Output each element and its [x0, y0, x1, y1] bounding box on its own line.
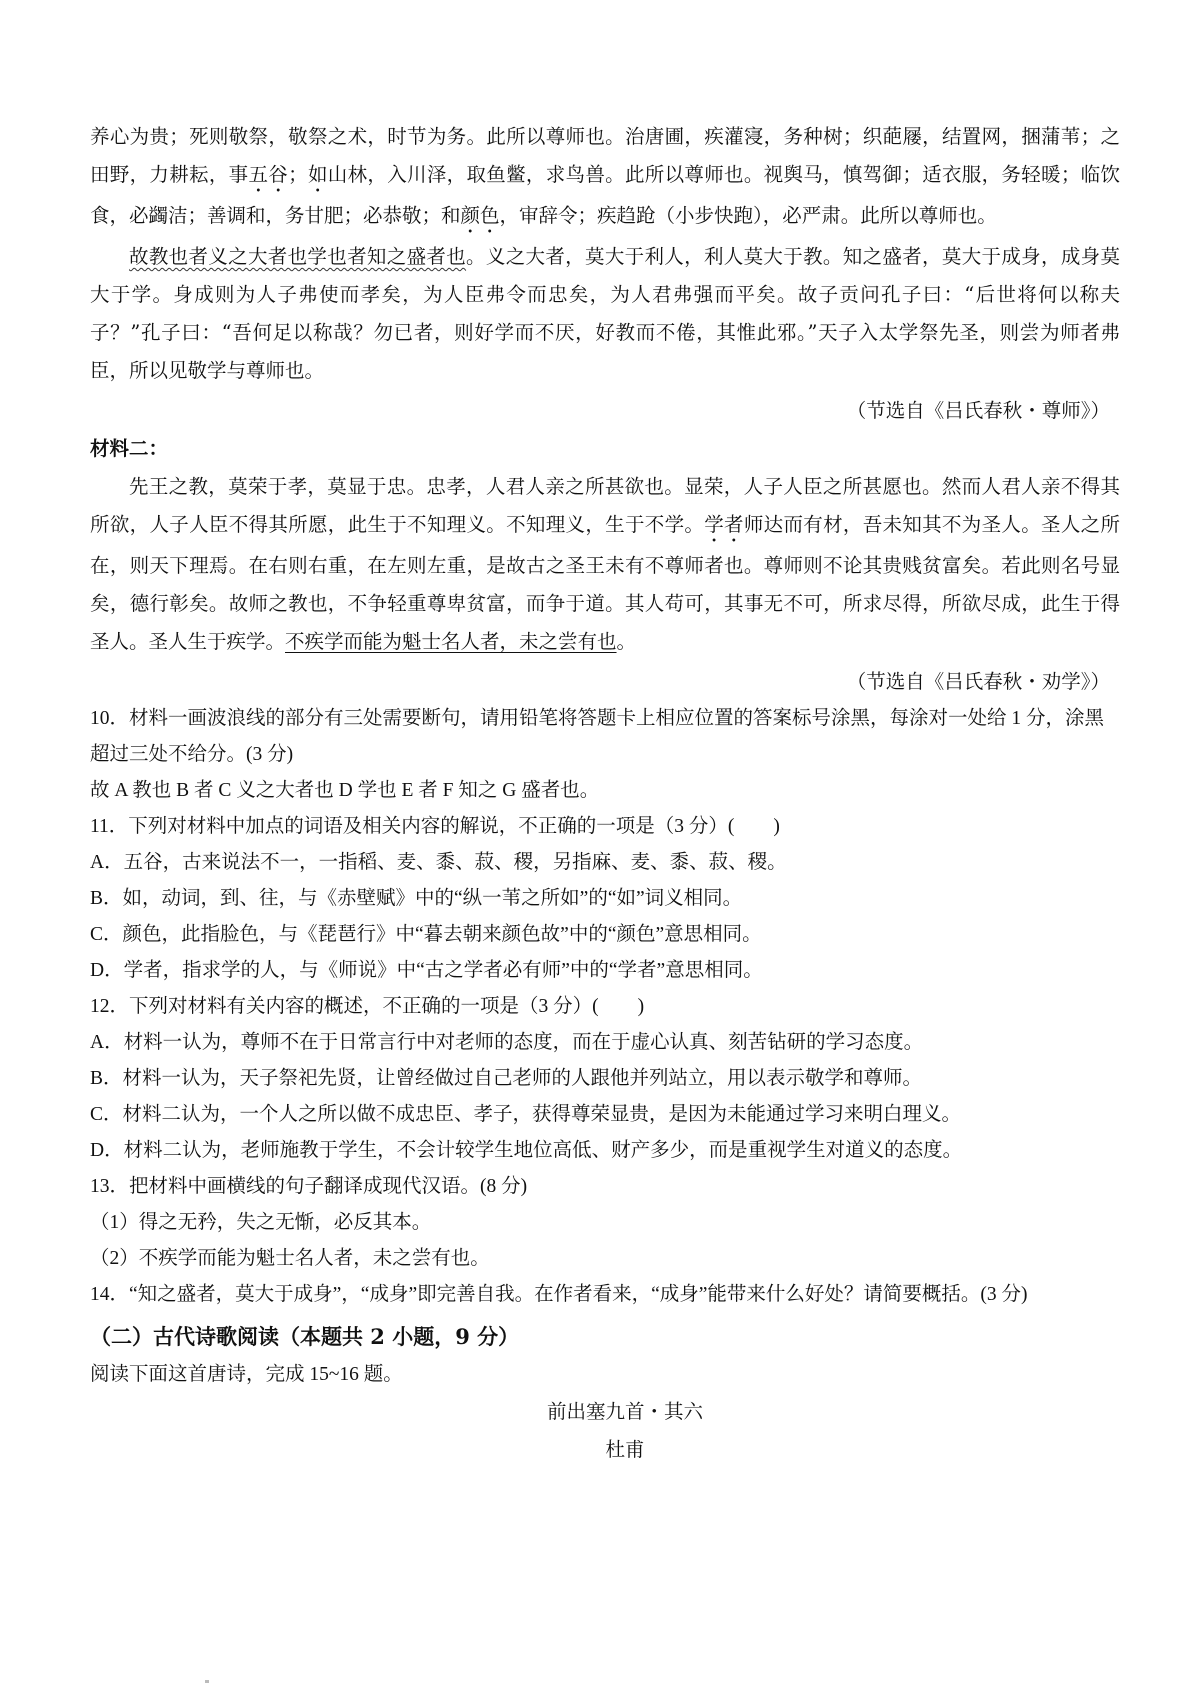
exam-page	[90, 118, 1120, 1469]
question-11-option-c: C．颜色，此指脸色，与《琵琶行》中“暮去朝来颜色故”中的“颜色”意思相同。	[90, 924, 762, 945]
dotted-word-ru: 如	[307, 163, 328, 186]
question-12-option-a: A．材料一认为，尊师不在于日常言行中对老师的态度，而在于虚心认真、刻苦钻研的学习态度。	[90, 1032, 924, 1053]
question-11-option-d: D．学者，指求学的人，与《师说》中“古之学者必有师”中的“学者”意思相同。	[90, 960, 763, 981]
wavy-underlined-sentence: 故教也者义之大者也学也者知之盛者也	[129, 245, 467, 268]
question-13: 13．把材料中画横线的句子翻译成现代汉语。(8 分)	[90, 1176, 528, 1197]
section-two-intro: 阅读下面这首唐诗，完成 15~16 题。	[90, 1364, 403, 1385]
material-one-paragraph-2: 故教也者义之大者也学也者知之盛者也。义之大者，莫大于利人，利人莫大于教。知之盛者，莫大于成身，成身莫大于学。身成则为人子弗使而孝矣，为人臣弗令而忠矣，为人君弗强而平矣。故子贡问孔子曰：“后世将何以称夫子？”孔子曰：“吾何足以称哉？勿已者，则好学而不厌，好教而不倦，其惟此邪。”天子入太学祭先圣，则尝为师者弗臣，所以见敬学与尊师也。	[90, 245, 1120, 382]
question-12-option-d: D．材料二认为，老师施教于学生，不会计较学生地位高低、财产多少，而是重视学生对道义的态度。	[90, 1140, 963, 1161]
question-11-option-a: A．五谷，古来说法不一，一指稻、麦、黍、菽、稷，另指麻、麦、黍、菽、稷。	[90, 852, 787, 873]
question-13-item-2: （2）不疾学而能为魁士名人者，未之尝有也。	[90, 1248, 490, 1269]
dotted-word-yanse: 颜色	[460, 204, 500, 227]
material-two-header: 材料二：	[90, 437, 169, 460]
question-14: 14．“知之盛者，莫大于成身”，“成身”即完善自我。在作者看来，“成身”能带来什么好处？请简要概括。(3 分)	[90, 1284, 1028, 1305]
footer-mark	[205, 1680, 209, 1683]
material-one-paragraph-1: 养心为贵；死则敬祭，敬祭之术，时节为务。此所以尊师也。治唐圃，疾灌寖，务种树；织葩屦，结置网，捆蒲苇；之田野，力耕耘，事五谷；如山林，入川泽，取鱼鳖，求鸟兽。此所以尊师也。视舆马，慎驾御；适衣服，务轻暖；临饮食，必蠲洁；善调和，务甘肥；必恭敬；和颜色，审辞令；疾趋跄（小步快跑），必严肃。此所以尊师也。	[90, 125, 1120, 227]
dotted-word-wugu: 五谷	[248, 163, 289, 186]
question-10-options: 故 A 教也 B 者 C 义之大者也 D 学也 E 者 F 知之 G 盛者也。	[90, 780, 600, 801]
material-one-source: （节选自《吕氏春秋・尊师》）	[846, 399, 1110, 422]
question-12: 12．下列对材料有关内容的概述，不正确的一项是（3 分）( )	[90, 996, 645, 1017]
question-13-item-1: （1）得之无矜，失之无惭，必反其本。	[90, 1212, 432, 1233]
question-12-option-b: B．材料一认为，天子祭祀先贤，让曾经做过自己老师的人跟他并列站立，用以表示敬学和尊师。	[90, 1068, 923, 1089]
underlined-sentence: 不疾学而能为魁士名人者，未之尝有也	[285, 630, 617, 653]
poem-author: 杜甫	[605, 1438, 645, 1461]
section-two-title: （二）古代诗歌阅读（本题共 2 小题，9 分）	[90, 1324, 520, 1349]
poem-title: 前出塞九首・其六	[546, 1400, 703, 1423]
question-11-option-b: B．如，动词，到、往，与《赤壁赋》中的“纵一苇之所如”的“如”词义相同。	[90, 888, 743, 909]
question-11: 11．下列对材料中加点的词语及相关内容的解说，不正确的一项是（3 分）( )	[90, 816, 780, 837]
material-two-paragraph: 先王之教，莫荣于孝，莫显于忠。忠孝，人君人亲之所甚欲也。显荣，人子人臣之所甚愿也。然而人君人亲不得其所欲，人子人臣不得其所愿，此生于不知理义。不知理义，生于不学。学者师达而有材，吾未知其不为圣人。圣人之所在，则天下理焉。在右则右重，在左则左重，是故古之圣王未有不尊师者也。尊师则不论其贵贱贫富矣。若此则名号显矣，德行彰矣。故师之教也，不争轻重尊卑贫富，而争于道。其人苟可，其事无不可，所求尽得，所欲尽成，此生于得圣人。圣人生于疾学。不疾学而能为魁士名人者，未之尝有也。	[90, 475, 1120, 653]
material-two-source: （节选自《吕氏春秋・劝学》）	[846, 670, 1110, 693]
question-12-option-c: C．材料二认为，一个人之所以做不成忠臣、孝子，获得尊荣显贵，是因为未能通过学习来明白理义。	[90, 1104, 962, 1125]
dotted-word-xuezhe: 学者	[704, 513, 744, 536]
question-10: 10．材料一画波浪线的部分有三处需要断句，请用铅笔将答题卡上相应位置的答案标号涂黑，每涂对一处给 1 分，涂黑超过三处不给分。(3 分)	[90, 708, 1105, 765]
